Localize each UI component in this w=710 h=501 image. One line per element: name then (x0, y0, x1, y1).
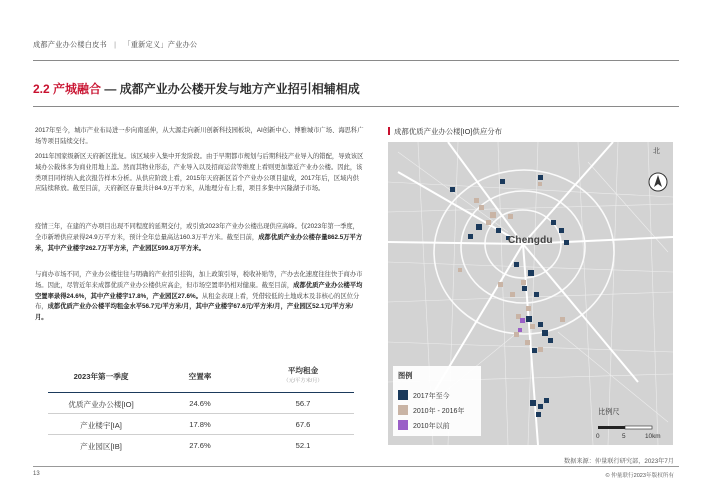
section-number: 2.2 (33, 82, 50, 96)
map-title-text: 成都优质产业办公楼[IO]供应分布 (394, 127, 502, 136)
section-heading: 成都产业办公楼开发与地方产业招引相辅相成 (119, 82, 360, 96)
section-title (33, 80, 360, 97)
map-title-accent-bar (388, 127, 390, 135)
supply-marker (525, 340, 530, 345)
supply-marker (538, 404, 543, 409)
scale-tick: 0 (596, 433, 600, 440)
legend-label: 2017年至今 (413, 393, 450, 400)
supply-marker (479, 205, 484, 210)
supply-marker (476, 224, 482, 230)
supply-marker (538, 182, 542, 186)
paragraph-1: 2017年至今，城市产业布局进一步向南延伸，从大源走向新川创新科技园板块，AI创新中心、博雅城市广场、海思科广场等项目陆续交付。 (35, 127, 364, 145)
header-divider (33, 60, 679, 61)
table-header-vacancy: 空置率 (188, 372, 212, 381)
supply-marker (526, 316, 532, 322)
supply-marker (514, 332, 519, 337)
copyright: © 仲量联行2023年版权所有 (605, 473, 674, 479)
supply-marker (500, 179, 505, 184)
paragraph-4-text-b: 从租金表现上看，凭借较低的土地成本及非核心的区位分布， (35, 292, 360, 311)
table-header-rent (253, 365, 353, 384)
table-row (48, 435, 354, 455)
supply-marker (538, 347, 543, 352)
section-dash: — (104, 82, 117, 96)
supply-marker (528, 270, 534, 276)
supply-marker (534, 292, 539, 297)
map-legend (393, 366, 481, 436)
scale-bar (598, 426, 652, 429)
book-title: 成都产业办公楼白皮书 (33, 40, 107, 49)
supply-marker (538, 175, 543, 180)
legend-item-before-2010 (398, 420, 450, 431)
markers-before-2010 (518, 318, 525, 332)
supply-marker (532, 348, 537, 353)
legend-swatch (398, 390, 408, 400)
map-title (388, 126, 502, 137)
supply-marker (510, 292, 515, 297)
supply-marker (544, 398, 549, 403)
supply-marker (542, 330, 548, 336)
scale-tick: 5 (622, 433, 626, 440)
running-header (33, 40, 197, 50)
supply-marker (486, 220, 491, 225)
row-vacancy: 27.6% (189, 441, 211, 450)
footer-divider (33, 466, 679, 467)
paragraph-4-highlight-b: 成都优质产业办公楼平均租金水平56.7元/平方米/月，其中产业楼宇67.6元/平方米/月，产业园区52.1元/平方米/月。 (35, 303, 354, 322)
paragraph-3-text: 疫情三年，在建的产办项目出现不同程度的延期交付，或引致2023年产业办公楼出现供应高峰。仅2023年第一季度，全市新增供应录得24.9万平方米，预计全年总量高达160.3万平方米。截至目前， (35, 223, 359, 241)
title-divider (33, 106, 679, 107)
supply-marker (518, 328, 522, 332)
legend-label: 2010年以前 (413, 423, 450, 430)
supply-marker (564, 240, 569, 245)
supply-marker (551, 220, 556, 225)
table-header-row (48, 362, 354, 393)
supply-marker (474, 198, 479, 203)
compass-icon (649, 173, 667, 191)
supply-marker (496, 228, 501, 233)
supply-marker (498, 282, 503, 287)
row-vacancy: 17.8% (189, 420, 211, 429)
row-label: 优质产业办公楼[IO] (68, 400, 134, 409)
section-accent: 产城融合 (53, 82, 102, 96)
page-number: 13 (33, 471, 40, 477)
supply-marker (530, 324, 535, 329)
paragraph-2: 2011年国家级新区天府新区批复。该区域步入集中开发阶段。由于早期都市规划与后期科技产业导入的错配，导致该区域办公载体多为商业用地上盖。然而其物业形态，产业导入以及招商运营等维度上看则更加靠近产业办公楼。因此，该类项目同样纳入此次报告样本分析。从供应阶段上看，2015年天府新区首个产业办公项目建成，2017年后，区域内供应陆续释放。截至目前，天府新区存量共计84.9万平方米，从地理分布上看，项目多集中兴隆湖子市场。 (35, 153, 364, 193)
legend-item-2017-onward (398, 390, 450, 401)
table-header-quarter: 2023年第一季度 (73, 372, 129, 381)
scale-tick: 10km (645, 433, 661, 440)
row-rent: 67.6 (295, 420, 311, 429)
paragraph-4-highlight-a: 成都优质产业办公楼平均空置率录得24.6%，其中产业楼宇17.8%，产业园区27.6%。 (35, 281, 363, 300)
table-row (48, 414, 354, 435)
scale-label: 比例尺 (598, 407, 620, 416)
table-header-rent-unit: （元/平方米/月） (283, 378, 323, 384)
supply-marker (508, 214, 513, 219)
supply-marker (468, 234, 473, 239)
supply-marker (536, 412, 541, 417)
table-row (48, 393, 354, 414)
supply-marker (530, 400, 536, 406)
supply-marker (490, 212, 496, 218)
paragraph-4-text-a: 与商办市场不同，产业办公楼往往与明确的产业招引挂钩，加上政策引导，税收补贴等，产办去化速度往往快于商办市场。因此，尽管近年来成都优质产业办公楼供应高企，但市场空置率仍相对健康。截至目前， (35, 271, 363, 289)
header-separator: | (114, 40, 117, 49)
row-vacancy: 24.6% (189, 399, 211, 408)
vacancy-rent-table (48, 362, 354, 455)
row-label: 产业园区[IB] (80, 442, 122, 451)
supply-marker (559, 228, 564, 233)
supply-marker (538, 322, 543, 327)
row-rent: 56.7 (295, 399, 311, 408)
legend-swatch (398, 420, 408, 430)
supply-marker (514, 262, 519, 267)
paragraph-4 (35, 270, 365, 324)
compass-north-label: 北 (653, 148, 660, 155)
legend-item-2010-2016 (398, 405, 464, 416)
paragraph-3-highlight: 成都优质产业办公楼存量862.5万平方米，其中产业楼宇262.7万平方米，产业园区599.8万平方米。 (35, 233, 363, 252)
city-label: Chengdu (508, 235, 553, 246)
table-header-rent-label: 平均租金 (287, 366, 319, 375)
data-source: 数据来源：仲量联行研究部，2023年7月 (563, 458, 674, 465)
supply-marker (450, 187, 455, 192)
supply-marker (458, 268, 462, 272)
legend-swatch (398, 405, 408, 415)
chapter-title: 「重新定义」产业办公 (123, 40, 198, 49)
supply-marker (548, 338, 553, 343)
supply-marker (560, 317, 565, 322)
supply-marker (521, 280, 526, 285)
row-label: 产业楼宇[IA] (80, 421, 122, 430)
row-rent: 52.1 (295, 441, 311, 450)
legend-label: 2010年 - 2016年 (413, 408, 465, 415)
supply-marker (520, 318, 525, 323)
paragraph-3 (35, 222, 365, 254)
supply-marker (522, 286, 527, 291)
supply-marker (526, 306, 531, 311)
legend-title: 图例 (398, 371, 413, 380)
